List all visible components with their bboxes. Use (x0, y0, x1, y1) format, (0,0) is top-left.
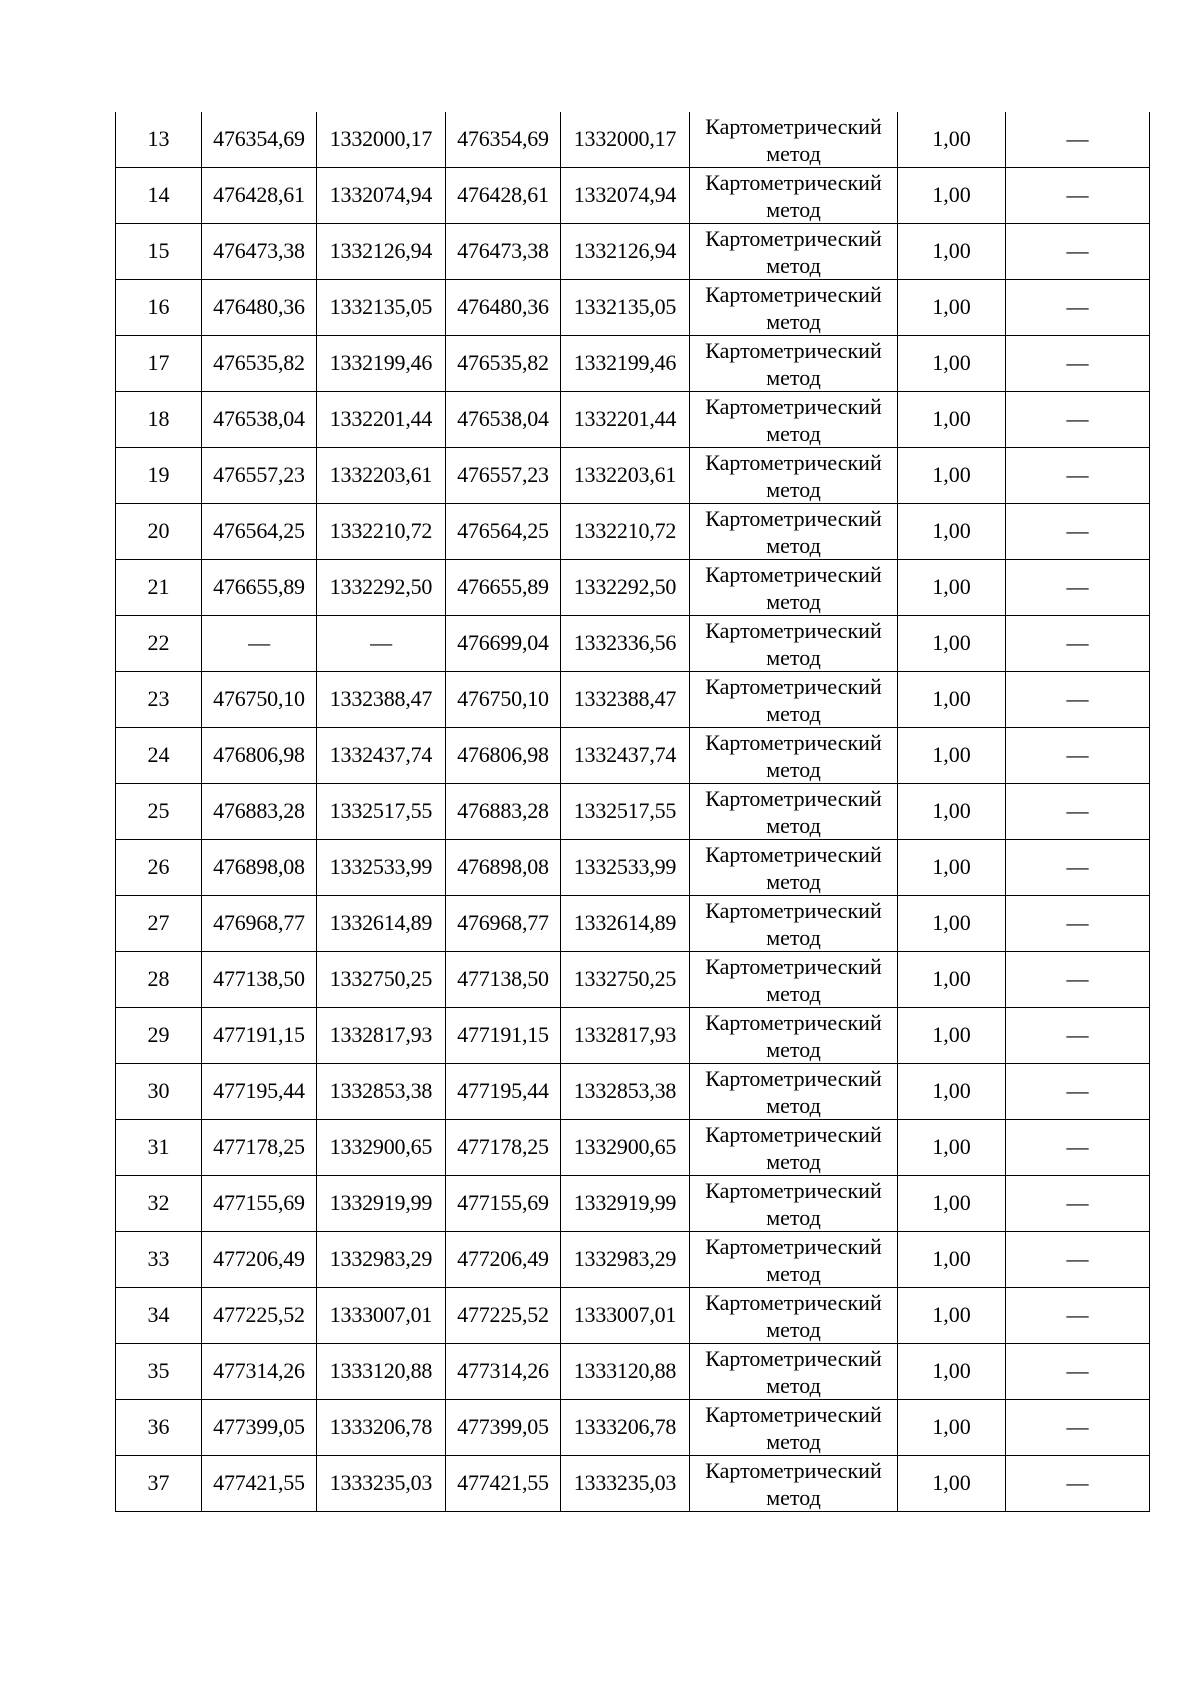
point-number-cell: 18 (116, 392, 202, 448)
method-cell: Картометрический метод (690, 560, 898, 616)
note-cell: — (1006, 1008, 1150, 1064)
note-cell: — (1006, 784, 1150, 840)
method-cell: Картометрический метод (690, 1120, 898, 1176)
table-row (116, 1008, 1150, 1064)
method-cell: Картометрический метод (690, 896, 898, 952)
point-number-cell: 16 (116, 280, 202, 336)
refined-x-cell: 476354,69 (446, 112, 561, 168)
coordinates-table (115, 112, 1150, 1512)
refined-x-cell: 477195,44 (446, 1064, 561, 1120)
point-number-cell: 34 (116, 1288, 202, 1344)
refined-y-cell: 1332201,44 (561, 392, 690, 448)
existing-x-cell: 476354,69 (202, 112, 317, 168)
refined-x-cell: 476535,82 (446, 336, 561, 392)
refined-y-cell: 1332853,38 (561, 1064, 690, 1120)
existing-y-cell: 1332900,65 (317, 1120, 446, 1176)
method-cell: Картометрический метод (690, 1400, 898, 1456)
existing-x-cell: — (202, 616, 317, 672)
table-row (116, 672, 1150, 728)
existing-y-cell: 1332203,61 (317, 448, 446, 504)
point-number-cell: 29 (116, 1008, 202, 1064)
method-cell: Картометрический метод (690, 392, 898, 448)
existing-x-cell: 476557,23 (202, 448, 317, 504)
precision-cell: 1,00 (898, 1008, 1006, 1064)
precision-cell: 1,00 (898, 1344, 1006, 1400)
refined-y-cell: 1332437,74 (561, 728, 690, 784)
note-cell: — (1006, 560, 1150, 616)
existing-x-cell: 477191,15 (202, 1008, 317, 1064)
refined-x-cell: 476564,25 (446, 504, 561, 560)
table-row (116, 1176, 1150, 1232)
refined-x-cell: 476806,98 (446, 728, 561, 784)
table-row (116, 840, 1150, 896)
method-cell: Картометрический метод (690, 1064, 898, 1120)
refined-x-cell: 476480,36 (446, 280, 561, 336)
existing-x-cell: 477421,55 (202, 1456, 317, 1512)
table-body (116, 112, 1150, 1512)
table-row (116, 504, 1150, 560)
existing-x-cell: 476428,61 (202, 168, 317, 224)
method-cell: Картометрический метод (690, 112, 898, 168)
existing-y-cell: 1332000,17 (317, 112, 446, 168)
existing-y-cell: 1332135,05 (317, 280, 446, 336)
existing-x-cell: 476883,28 (202, 784, 317, 840)
note-cell: — (1006, 168, 1150, 224)
existing-y-cell: 1332533,99 (317, 840, 446, 896)
existing-x-cell: 477195,44 (202, 1064, 317, 1120)
point-number-cell: 32 (116, 1176, 202, 1232)
refined-y-cell: 1332292,50 (561, 560, 690, 616)
existing-y-cell: 1332437,74 (317, 728, 446, 784)
refined-x-cell: 476473,38 (446, 224, 561, 280)
method-cell: Картометрический метод (690, 504, 898, 560)
existing-x-cell: 477206,49 (202, 1232, 317, 1288)
table-row (116, 1064, 1150, 1120)
existing-x-cell: 477225,52 (202, 1288, 317, 1344)
existing-y-cell: 1333206,78 (317, 1400, 446, 1456)
point-number-cell: 27 (116, 896, 202, 952)
existing-y-cell: 1332074,94 (317, 168, 446, 224)
table-row (116, 280, 1150, 336)
existing-y-cell: 1333235,03 (317, 1456, 446, 1512)
existing-y-cell: 1332201,44 (317, 392, 446, 448)
refined-x-cell: 477206,49 (446, 1232, 561, 1288)
method-cell: Картометрический метод (690, 1344, 898, 1400)
table-row (116, 952, 1150, 1008)
note-cell: — (1006, 336, 1150, 392)
precision-cell: 1,00 (898, 1176, 1006, 1232)
point-number-cell: 33 (116, 1232, 202, 1288)
table-row (116, 616, 1150, 672)
existing-x-cell: 477178,25 (202, 1120, 317, 1176)
refined-x-cell: 477314,26 (446, 1344, 561, 1400)
precision-cell: 1,00 (898, 280, 1006, 336)
refined-x-cell: 476898,08 (446, 840, 561, 896)
existing-x-cell: 477155,69 (202, 1176, 317, 1232)
note-cell: — (1006, 1176, 1150, 1232)
table-row (116, 448, 1150, 504)
note-cell: — (1006, 1288, 1150, 1344)
precision-cell: 1,00 (898, 896, 1006, 952)
refined-y-cell: 1332900,65 (561, 1120, 690, 1176)
point-number-cell: 20 (116, 504, 202, 560)
existing-y-cell: 1332817,93 (317, 1008, 446, 1064)
point-number-cell: 35 (116, 1344, 202, 1400)
existing-x-cell: 476535,82 (202, 336, 317, 392)
refined-x-cell: 476655,89 (446, 560, 561, 616)
refined-x-cell: 477191,15 (446, 1008, 561, 1064)
point-number-cell: 28 (116, 952, 202, 1008)
existing-x-cell: 476968,77 (202, 896, 317, 952)
note-cell: — (1006, 616, 1150, 672)
table-row (116, 728, 1150, 784)
table-row (116, 1344, 1150, 1400)
refined-x-cell: 477421,55 (446, 1456, 561, 1512)
method-cell: Картометрический метод (690, 952, 898, 1008)
table-row (116, 560, 1150, 616)
refined-y-cell: 1332126,94 (561, 224, 690, 280)
refined-y-cell: 1333235,03 (561, 1456, 690, 1512)
table-row (116, 168, 1150, 224)
method-cell: Картометрический метод (690, 168, 898, 224)
refined-y-cell: 1332135,05 (561, 280, 690, 336)
existing-x-cell: 476655,89 (202, 560, 317, 616)
note-cell: — (1006, 448, 1150, 504)
refined-y-cell: 1332210,72 (561, 504, 690, 560)
method-cell: Картометрический метод (690, 1288, 898, 1344)
refined-y-cell: 1332388,47 (561, 672, 690, 728)
existing-y-cell: 1332292,50 (317, 560, 446, 616)
method-cell: Картометрический метод (690, 784, 898, 840)
refined-x-cell: 477138,50 (446, 952, 561, 1008)
point-number-cell: 30 (116, 1064, 202, 1120)
existing-y-cell: 1333120,88 (317, 1344, 446, 1400)
method-cell: Картометрический метод (690, 280, 898, 336)
point-number-cell: 23 (116, 672, 202, 728)
refined-x-cell: 477399,05 (446, 1400, 561, 1456)
point-number-cell: 37 (116, 1456, 202, 1512)
method-cell: Картометрический метод (690, 616, 898, 672)
table-row (116, 896, 1150, 952)
point-number-cell: 36 (116, 1400, 202, 1456)
existing-x-cell: 476538,04 (202, 392, 317, 448)
precision-cell: 1,00 (898, 616, 1006, 672)
refined-y-cell: 1332000,17 (561, 112, 690, 168)
precision-cell: 1,00 (898, 1288, 1006, 1344)
method-cell: Картометрический метод (690, 1176, 898, 1232)
table-row (116, 1456, 1150, 1512)
precision-cell: 1,00 (898, 504, 1006, 560)
existing-x-cell: 477314,26 (202, 1344, 317, 1400)
refined-x-cell: 476538,04 (446, 392, 561, 448)
precision-cell: 1,00 (898, 1064, 1006, 1120)
note-cell: — (1006, 1064, 1150, 1120)
existing-y-cell: 1332750,25 (317, 952, 446, 1008)
existing-y-cell: 1332210,72 (317, 504, 446, 560)
point-number-cell: 31 (116, 1120, 202, 1176)
point-number-cell: 26 (116, 840, 202, 896)
point-number-cell: 17 (116, 336, 202, 392)
existing-y-cell: 1333007,01 (317, 1288, 446, 1344)
table-row (116, 392, 1150, 448)
refined-y-cell: 1332919,99 (561, 1176, 690, 1232)
refined-x-cell: 477155,69 (446, 1176, 561, 1232)
point-number-cell: 22 (116, 616, 202, 672)
refined-y-cell: 1332533,99 (561, 840, 690, 896)
precision-cell: 1,00 (898, 840, 1006, 896)
refined-x-cell: 477225,52 (446, 1288, 561, 1344)
refined-y-cell: 1332517,55 (561, 784, 690, 840)
existing-x-cell: 476480,36 (202, 280, 317, 336)
existing-y-cell: 1332199,46 (317, 336, 446, 392)
refined-y-cell: 1333120,88 (561, 1344, 690, 1400)
note-cell: — (1006, 112, 1150, 168)
method-cell: Картометрический метод (690, 448, 898, 504)
precision-cell: 1,00 (898, 672, 1006, 728)
existing-x-cell: 476750,10 (202, 672, 317, 728)
existing-y-cell: 1332126,94 (317, 224, 446, 280)
note-cell: — (1006, 280, 1150, 336)
refined-y-cell: 1332199,46 (561, 336, 690, 392)
point-number-cell: 24 (116, 728, 202, 784)
refined-y-cell: 1332336,56 (561, 616, 690, 672)
note-cell: — (1006, 1344, 1150, 1400)
point-number-cell: 13 (116, 112, 202, 168)
precision-cell: 1,00 (898, 1120, 1006, 1176)
existing-x-cell: 477399,05 (202, 1400, 317, 1456)
note-cell: — (1006, 224, 1150, 280)
refined-y-cell: 1333206,78 (561, 1400, 690, 1456)
point-number-cell: 15 (116, 224, 202, 280)
precision-cell: 1,00 (898, 168, 1006, 224)
refined-x-cell: 476428,61 (446, 168, 561, 224)
existing-y-cell: 1332919,99 (317, 1176, 446, 1232)
point-number-cell: 21 (116, 560, 202, 616)
refined-x-cell: 476699,04 (446, 616, 561, 672)
note-cell: — (1006, 728, 1150, 784)
point-number-cell: 19 (116, 448, 202, 504)
refined-y-cell: 1332614,89 (561, 896, 690, 952)
method-cell: Картометрический метод (690, 728, 898, 784)
existing-y-cell: — (317, 616, 446, 672)
existing-y-cell: 1332983,29 (317, 1232, 446, 1288)
precision-cell: 1,00 (898, 952, 1006, 1008)
point-number-cell: 14 (116, 168, 202, 224)
method-cell: Картометрический метод (690, 1232, 898, 1288)
note-cell: — (1006, 1120, 1150, 1176)
precision-cell: 1,00 (898, 1456, 1006, 1512)
note-cell: — (1006, 672, 1150, 728)
note-cell: — (1006, 952, 1150, 1008)
refined-x-cell: 476883,28 (446, 784, 561, 840)
note-cell: — (1006, 1232, 1150, 1288)
method-cell: Картометрический метод (690, 1456, 898, 1512)
precision-cell: 1,00 (898, 1400, 1006, 1456)
precision-cell: 1,00 (898, 224, 1006, 280)
precision-cell: 1,00 (898, 448, 1006, 504)
method-cell: Картометрический метод (690, 840, 898, 896)
refined-y-cell: 1332203,61 (561, 448, 690, 504)
refined-x-cell: 476557,23 (446, 448, 561, 504)
method-cell: Картометрический метод (690, 224, 898, 280)
refined-y-cell: 1332817,93 (561, 1008, 690, 1064)
refined-y-cell: 1332750,25 (561, 952, 690, 1008)
existing-x-cell: 476898,08 (202, 840, 317, 896)
point-number-cell: 25 (116, 784, 202, 840)
precision-cell: 1,00 (898, 728, 1006, 784)
table-row (116, 1232, 1150, 1288)
existing-y-cell: 1332853,38 (317, 1064, 446, 1120)
note-cell: — (1006, 392, 1150, 448)
existing-y-cell: 1332517,55 (317, 784, 446, 840)
note-cell: — (1006, 504, 1150, 560)
table-row (116, 784, 1150, 840)
existing-x-cell: 477138,50 (202, 952, 317, 1008)
table-row (116, 1400, 1150, 1456)
table-row (116, 336, 1150, 392)
method-cell: Картометрический метод (690, 336, 898, 392)
note-cell: — (1006, 840, 1150, 896)
table-row (116, 1120, 1150, 1176)
refined-x-cell: 476968,77 (446, 896, 561, 952)
existing-x-cell: 476473,38 (202, 224, 317, 280)
note-cell: — (1006, 1400, 1150, 1456)
method-cell: Картометрический метод (690, 1008, 898, 1064)
table-row (116, 224, 1150, 280)
precision-cell: 1,00 (898, 336, 1006, 392)
note-cell: — (1006, 896, 1150, 952)
existing-y-cell: 1332388,47 (317, 672, 446, 728)
precision-cell: 1,00 (898, 784, 1006, 840)
precision-cell: 1,00 (898, 1232, 1006, 1288)
note-cell: — (1006, 1456, 1150, 1512)
refined-y-cell: 1333007,01 (561, 1288, 690, 1344)
precision-cell: 1,00 (898, 112, 1006, 168)
table-row (116, 1288, 1150, 1344)
refined-y-cell: 1332983,29 (561, 1232, 690, 1288)
precision-cell: 1,00 (898, 560, 1006, 616)
existing-x-cell: 476564,25 (202, 504, 317, 560)
table-row (116, 112, 1150, 168)
method-cell: Картометрический метод (690, 672, 898, 728)
refined-x-cell: 476750,10 (446, 672, 561, 728)
refined-x-cell: 477178,25 (446, 1120, 561, 1176)
existing-y-cell: 1332614,89 (317, 896, 446, 952)
precision-cell: 1,00 (898, 392, 1006, 448)
existing-x-cell: 476806,98 (202, 728, 317, 784)
refined-y-cell: 1332074,94 (561, 168, 690, 224)
